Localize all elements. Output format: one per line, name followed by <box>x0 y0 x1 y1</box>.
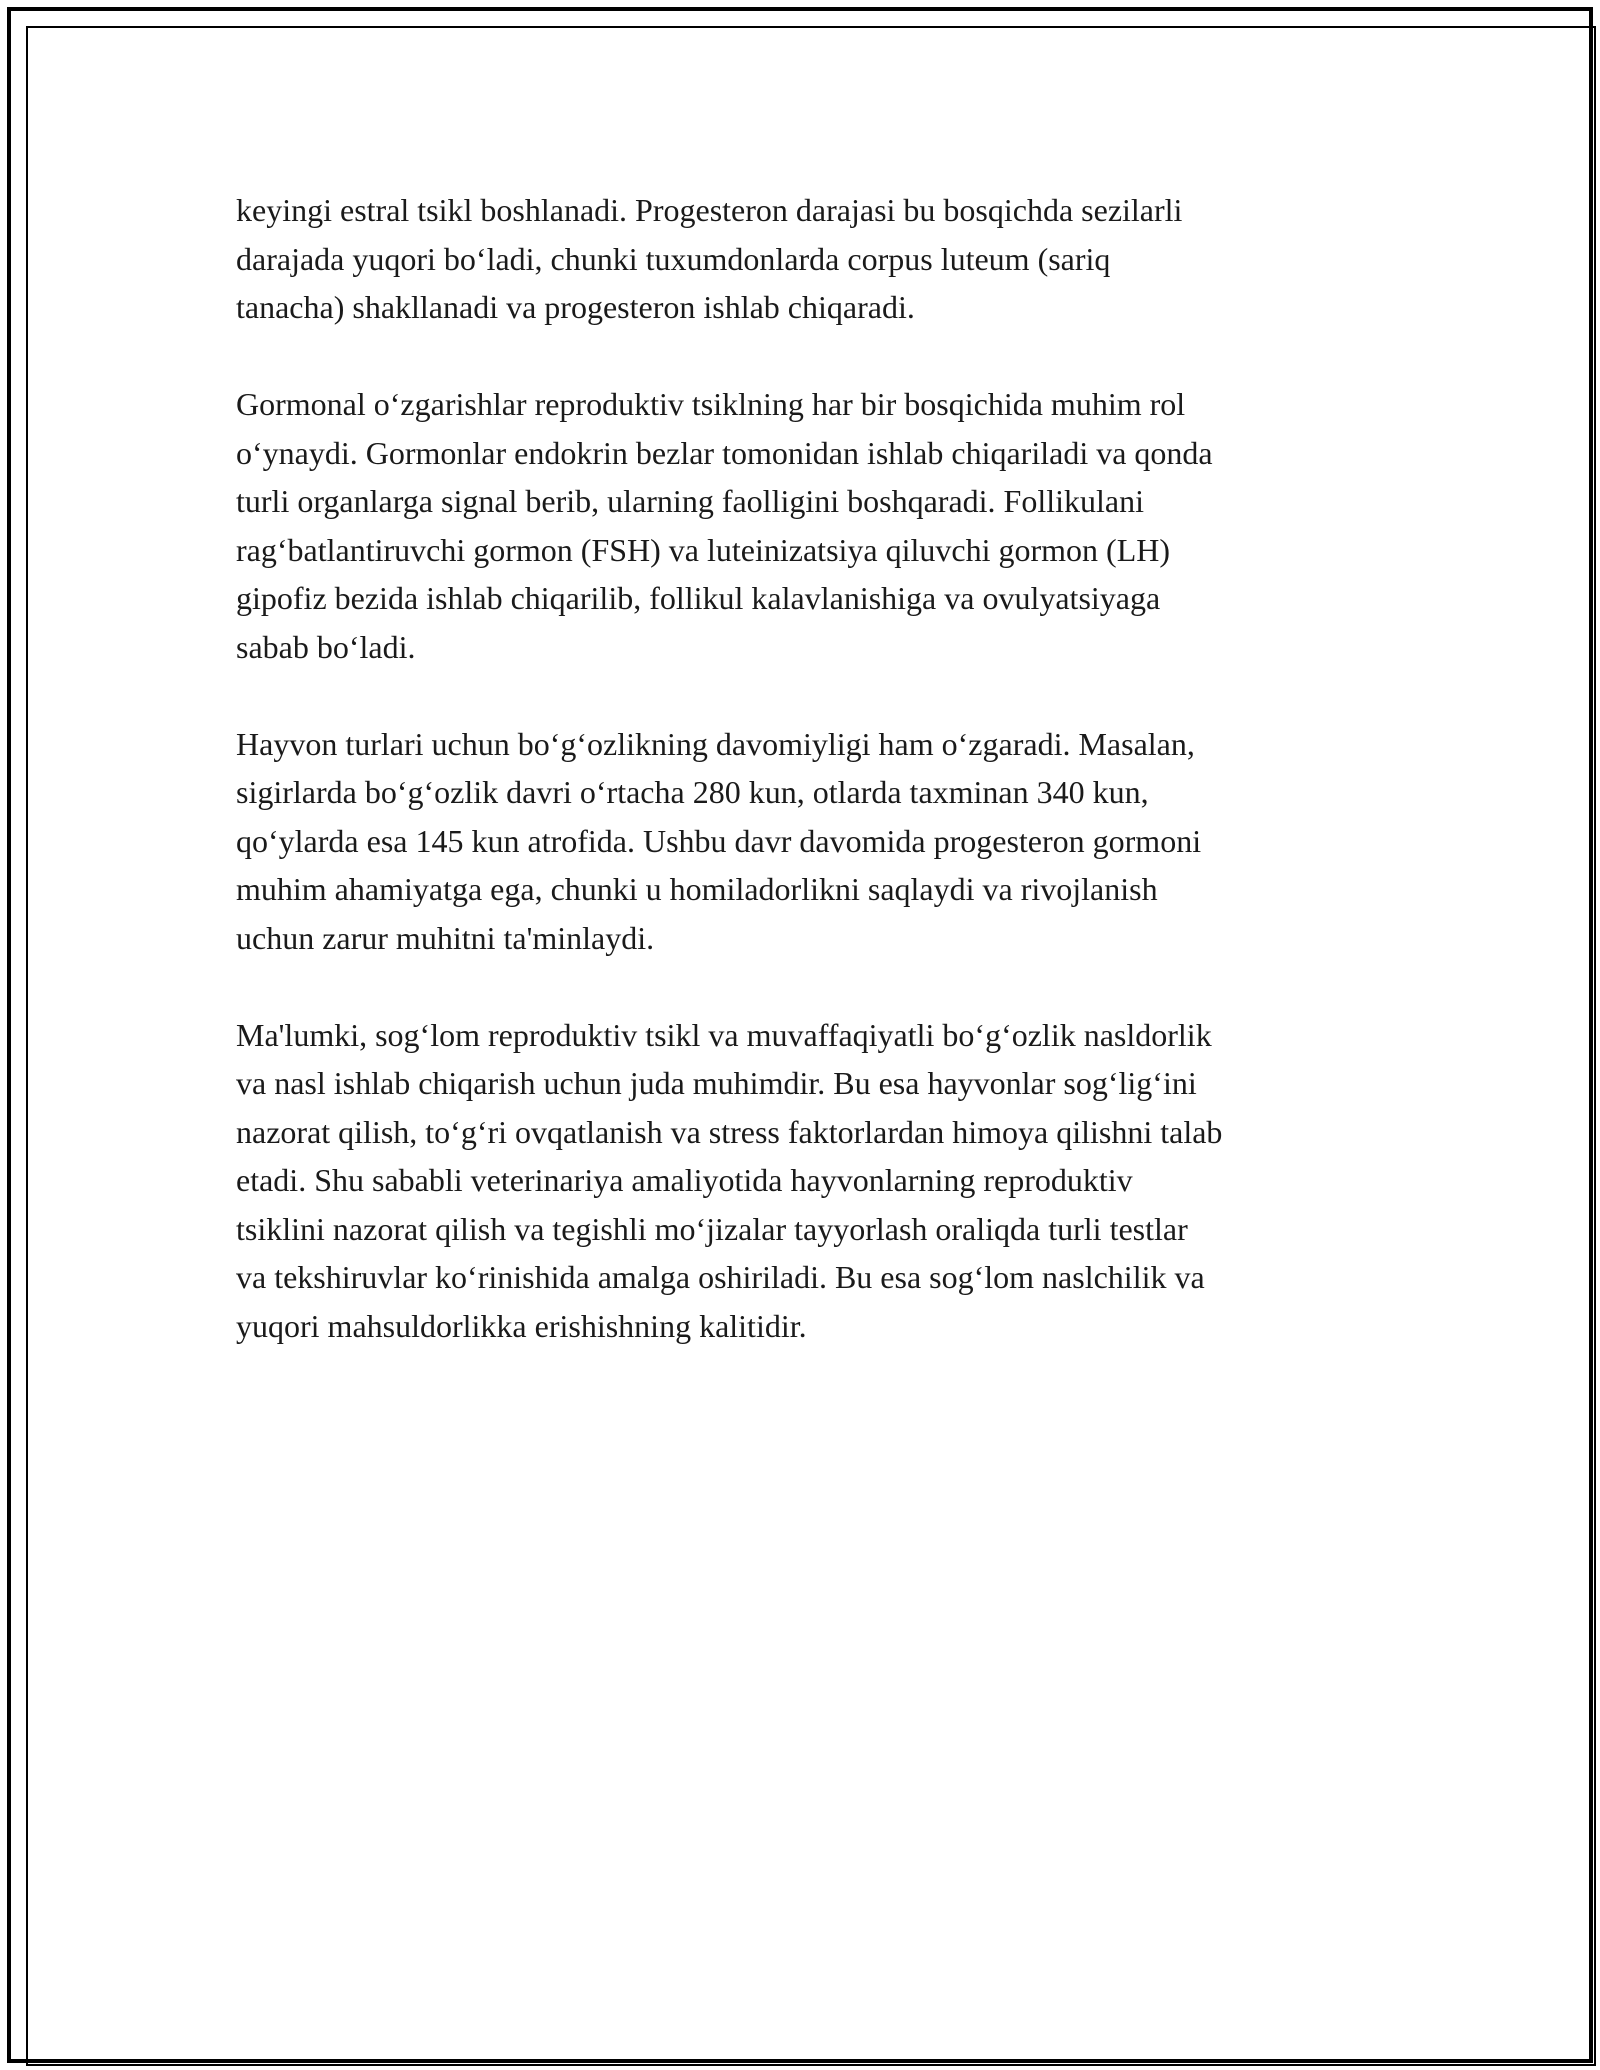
text-line: va tekshiruvlar ko‘rinishida amalga oshiriladi. Bu esa sog‘lom naslchilik va <box>236 1259 1205 1295</box>
text-line: tsiklini nazorat qilish va tegishli mo‘jizalar tayyorlash oraliqda turli testlar <box>236 1210 1188 1247</box>
paragraph-4 <box>236 1011 1386 1351</box>
text-line: darajada yuqori bo‘ladi, chunki tuxumdonlarda corpus luteum (sariq <box>236 240 1111 277</box>
text-line: o‘ynaydi. Gormonlar endokrin bezlar tomonidan ishlab chiqariladi va qonda <box>236 434 1213 471</box>
paragraph-1 <box>236 186 1386 332</box>
text-line: va nasl ishlab chiqarish uchun juda muhimdir. Bu esa hayvonlar sog‘lig‘ini <box>236 1065 1197 1101</box>
text-line: qo‘ylarda esa 145 kun atrofida. Ushbu davr davomida progesteron gormoni <box>236 822 1202 859</box>
text-line: nazorat qilish, to‘g‘ri ovqatlanish va stress faktorlardan himoya qilishni talab <box>236 1113 1223 1150</box>
text-line: tanacha) shakllanadi va progesteron ishlab chiqaradi. <box>236 289 915 325</box>
text-line: uchun zarur muhitni ta'minlaydi. <box>236 919 655 956</box>
text-line: turli organlarga signal berib, ularning faolligini boshqaradi. Follikulani <box>236 483 1144 519</box>
text-line: rag‘batlantiruvchi gormon (FSH) va luteinizatsiya qiluvchi gormon (LH) <box>236 531 1170 568</box>
paragraph-3 <box>236 720 1386 963</box>
text-line: keyingi estral tsikl boshlanadi. Progesteron darajasi bu bosqichda sezilarli <box>236 192 1183 228</box>
text-line: sigirlarda bo‘g‘ozlik davri o‘rtacha 280 kun, otlarda taxminan 340 kun, <box>236 774 1149 810</box>
text-line: muhim ahamiyatga ega, chunki u homiladorlikni saqlaydi va rivojlanish <box>236 871 1158 907</box>
text-line: gipofiz bezida ishlab chiqarilib, follikul kalavlanishiga va ovulyatsiyaga <box>236 580 1161 616</box>
text-line: yuqori mahsuldorlikka erishishning kalitidir. <box>236 1307 807 1344</box>
text-line: etadi. Shu sababli veterinariya amaliyotida hayvonlarning reproduktiv <box>236 1162 1133 1198</box>
text-line: Ma'lumki, sog‘lom reproduktiv tsikl va muvaffaqiyatli bo‘g‘ozlik nasldorlik <box>236 1016 1212 1053</box>
text-line: Hayvon turlari uchun bo‘g‘ozlikning davomiyligi ham o‘zgaradi. Masalan, <box>236 725 1195 762</box>
text-line: sabab bo‘ladi. <box>236 628 416 665</box>
paragraph-2 <box>236 380 1386 671</box>
text-line: Gormonal o‘zgarishlar reproduktiv tsiklning har bir bosqichida muhim rol <box>236 386 1186 422</box>
document-body <box>236 186 1386 1399</box>
